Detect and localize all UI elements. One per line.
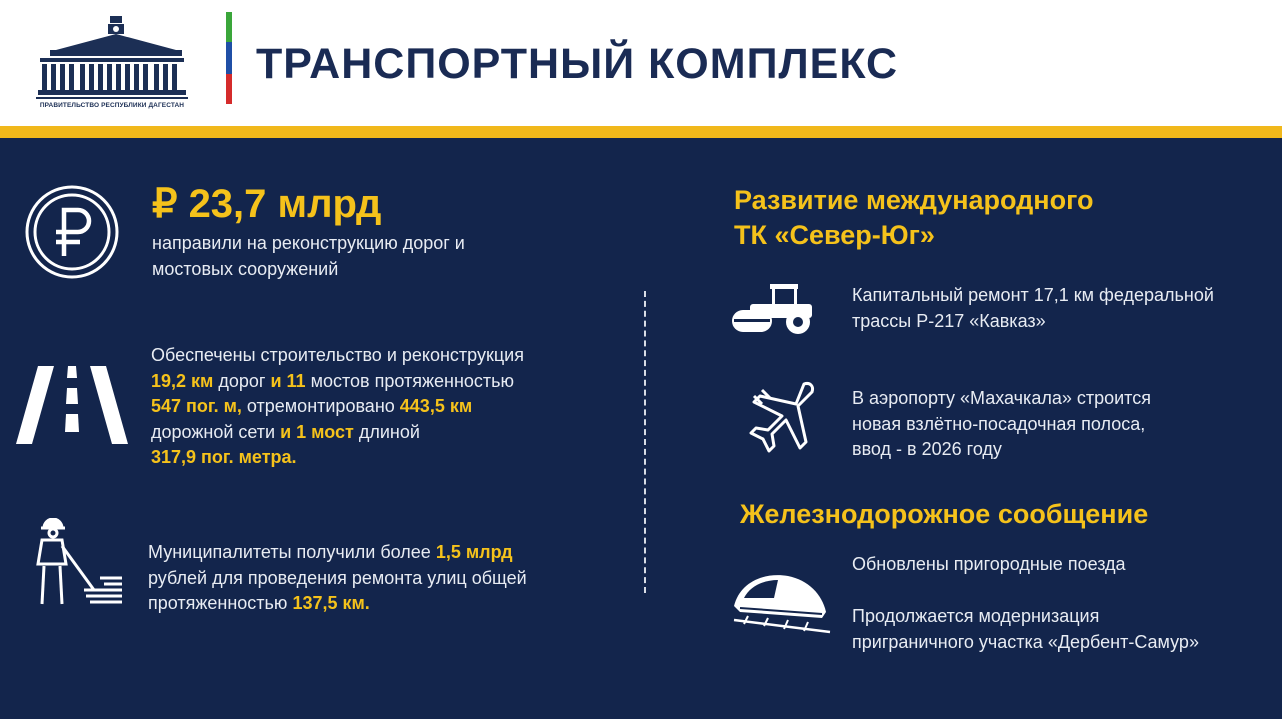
airport-line-1: В аэропорту «Махачкала» строится — [852, 388, 1151, 408]
municipal-text: протяженностью — [148, 593, 293, 613]
roads-km: 19,2 км — [151, 370, 214, 391]
airplane-icon — [740, 380, 816, 459]
roads-description — [151, 343, 524, 471]
budget-line-2: мостовых сооружений — [152, 258, 339, 279]
road-icon — [16, 366, 128, 449]
column-divider — [644, 291, 646, 593]
airport-line-3: ввод - в 2026 году — [852, 439, 1002, 459]
corridor-title-line-2: ТК «Север-Юг» — [734, 220, 935, 250]
flag-stripe-red — [226, 74, 232, 104]
government-logo — [36, 14, 188, 114]
train-icon — [730, 568, 834, 643]
budget-description — [152, 231, 465, 282]
roads-line-2 — [151, 369, 524, 395]
municipal-line-2: рублей для проведения ремонта улиц общей — [148, 567, 527, 588]
roads-text: отремонтировано — [241, 396, 400, 416]
municipal-km: 137,5 км. — [292, 593, 370, 613]
rail-line-2: Продолжается модернизация — [852, 606, 1100, 626]
government-building-icon — [36, 14, 188, 100]
ruble-icon — [24, 184, 120, 285]
airport-description — [852, 386, 1151, 463]
bridge-length: 317,9 пог. метра. — [151, 447, 297, 467]
rail-title: Железнодорожное сообщение — [740, 499, 1149, 529]
rail-line-1: Обновлены пригородные поезда — [852, 554, 1126, 574]
roller-line-1: Капитальный ремонт 17,1 км федеральной — [852, 285, 1214, 305]
repaired-km: 443,5 км — [399, 396, 473, 416]
roads-text: длиной — [353, 421, 420, 442]
roller-description — [852, 283, 1214, 334]
roads-line-3 — [151, 394, 524, 420]
accent-stripe — [0, 126, 1282, 138]
roads-text: дорог — [213, 370, 271, 391]
municipal-line-3 — [148, 591, 527, 617]
bridges-count: и 11 — [270, 370, 306, 391]
municipal-description — [148, 540, 527, 617]
budget-amount: ₽ 23,7 млрд — [152, 182, 382, 226]
municipal-line-1 — [148, 540, 527, 566]
bridges-length: 547 пог. м, — [151, 396, 242, 416]
rail-modernization — [852, 604, 1199, 655]
rail-line-3: приграничного участка «Дербент-Самур» — [852, 631, 1199, 652]
one-bridge: и 1 мост — [280, 421, 354, 442]
roller-line-2: трассы Р-217 «Кавказ» — [852, 310, 1046, 331]
flag-stripe-blue — [226, 42, 232, 73]
page-title: ТРАНСПОРТНЫЙ КОМПЛЕКС — [256, 40, 899, 88]
road-worker-icon — [34, 518, 126, 613]
road-roller-icon — [730, 282, 826, 341]
roads-text: дорожной сети — [151, 421, 281, 442]
budget-line-1: направили на реконструкцию дорог и — [152, 233, 465, 253]
header — [0, 0, 1282, 126]
airport-line-2: новая взлётно-посадочная полоса, — [852, 413, 1146, 434]
dagestan-flag — [226, 12, 232, 104]
flag-stripe-green — [226, 12, 232, 42]
corridor-title-line-1: Развитие международного — [734, 185, 1094, 215]
municipal-amount: 1,5 млрд — [435, 542, 513, 562]
logo-caption: ПРАВИТЕЛЬСТВО РЕСПУБЛИКИ ДАГЕСТАН — [39, 102, 185, 109]
municipal-text: Муниципалитеты получили более — [148, 542, 436, 562]
roads-line-4 — [151, 420, 524, 446]
roads-line-1: Обеспечены строительство и реконструкция — [151, 345, 524, 365]
corridor-title — [734, 183, 1094, 253]
roads-text: мостов протяженностью — [305, 370, 515, 391]
